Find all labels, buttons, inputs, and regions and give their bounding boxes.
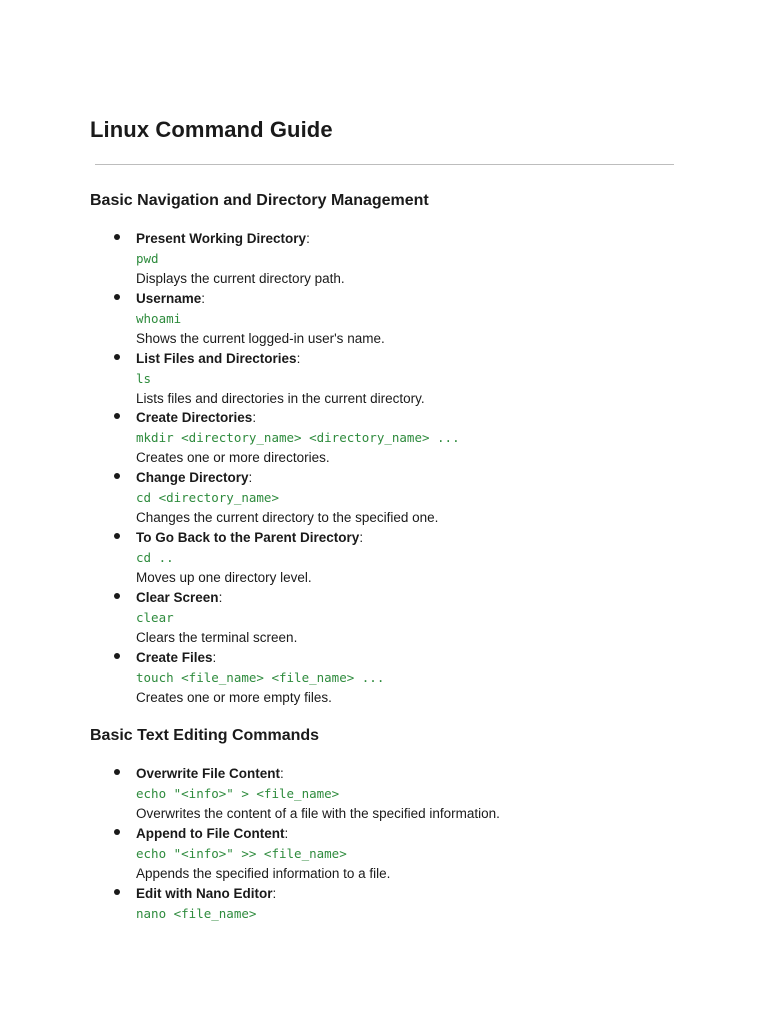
title-divider (95, 164, 674, 165)
command-term: Present Working Directory (136, 231, 307, 246)
command-description: Changes the current directory to the specified one. (136, 510, 439, 526)
list-item (0, 468, 768, 528)
bullet-icon (114, 473, 120, 479)
term-colon: : (296, 350, 301, 366)
command-term: Edit with Nano Editor (136, 885, 273, 901)
term-colon: : (280, 766, 284, 781)
command-description: Overwrites the content of a file with the specified information. (136, 806, 500, 821)
bullet-icon (114, 294, 120, 300)
command-code: nano <file_name> (136, 905, 257, 921)
term-colon: : (248, 470, 253, 486)
command-code: clear (136, 609, 174, 625)
bullet-icon (114, 769, 120, 775)
command-term: Change Directory (136, 470, 249, 486)
command-description: Appends the specified information to a file. (136, 865, 391, 881)
command-code: cd <directory_name> (136, 490, 279, 506)
bullet-icon (114, 829, 120, 835)
command-code: echo "<info>" >> <file_name> (136, 845, 347, 861)
term-colon: : (359, 529, 364, 545)
list-item (0, 588, 768, 648)
section-heading-navigation: Basic Navigation and Directory Management (90, 192, 429, 209)
term-colon: : (212, 649, 217, 665)
list-item (0, 764, 768, 824)
term-colon: : (252, 410, 257, 426)
bullet-icon (114, 653, 120, 659)
list-item (0, 528, 768, 588)
command-description: Shows the current logged-in user's name. (136, 330, 385, 346)
command-code: cd .. (136, 549, 174, 565)
command-code: pwd (136, 251, 159, 266)
list-item (0, 408, 768, 468)
bullet-icon (114, 354, 120, 360)
command-description: Creates one or more directories. (136, 450, 330, 466)
list-item (0, 229, 768, 289)
command-description: Displays the current directory path. (136, 271, 345, 286)
command-description: Moves up one directory level. (136, 569, 312, 585)
command-code: whoami (136, 310, 182, 326)
command-term: Append to File Content (136, 825, 285, 841)
list-item (0, 289, 768, 349)
list-item (0, 349, 768, 409)
navigation-command-list (0, 229, 768, 707)
page-title: Linux Command Guide (90, 117, 333, 142)
command-description: Clears the terminal screen. (136, 629, 298, 645)
command-code: touch <file_name> <file_name> ... (136, 669, 385, 685)
bullet-icon (114, 593, 120, 599)
list-item (0, 648, 768, 708)
command-description: Creates one or more empty files. (136, 689, 332, 705)
list-item (0, 824, 768, 884)
command-term: Clear Screen (136, 589, 219, 605)
section-heading-text-editing: Basic Text Editing Commands (90, 727, 320, 744)
term-colon: : (284, 825, 289, 841)
command-code: mkdir <directory_name> <directory_name> ... (136, 430, 460, 446)
bullet-icon (114, 234, 120, 240)
command-term: Overwrite File Content (136, 766, 281, 781)
bullet-icon (114, 889, 120, 895)
text-editing-command-list (0, 764, 768, 943)
command-description: Lists files and directories in the current directory. (136, 390, 425, 406)
bullet-icon (114, 413, 120, 419)
list-item (0, 884, 768, 944)
term-colon: : (218, 589, 223, 605)
bullet-icon (114, 533, 120, 539)
term-colon: : (272, 885, 277, 901)
command-term: Create Files (136, 649, 213, 665)
command-term: List Files and Directories (136, 350, 297, 366)
command-code: ls (136, 370, 152, 386)
command-term: To Go Back to the Parent Directory (136, 529, 360, 545)
command-code: echo "<info>" > <file_name> (136, 786, 340, 801)
command-term: Create Directories (136, 410, 253, 426)
term-colon: : (201, 290, 206, 306)
command-term: Username (136, 290, 202, 306)
term-colon: : (306, 231, 310, 246)
